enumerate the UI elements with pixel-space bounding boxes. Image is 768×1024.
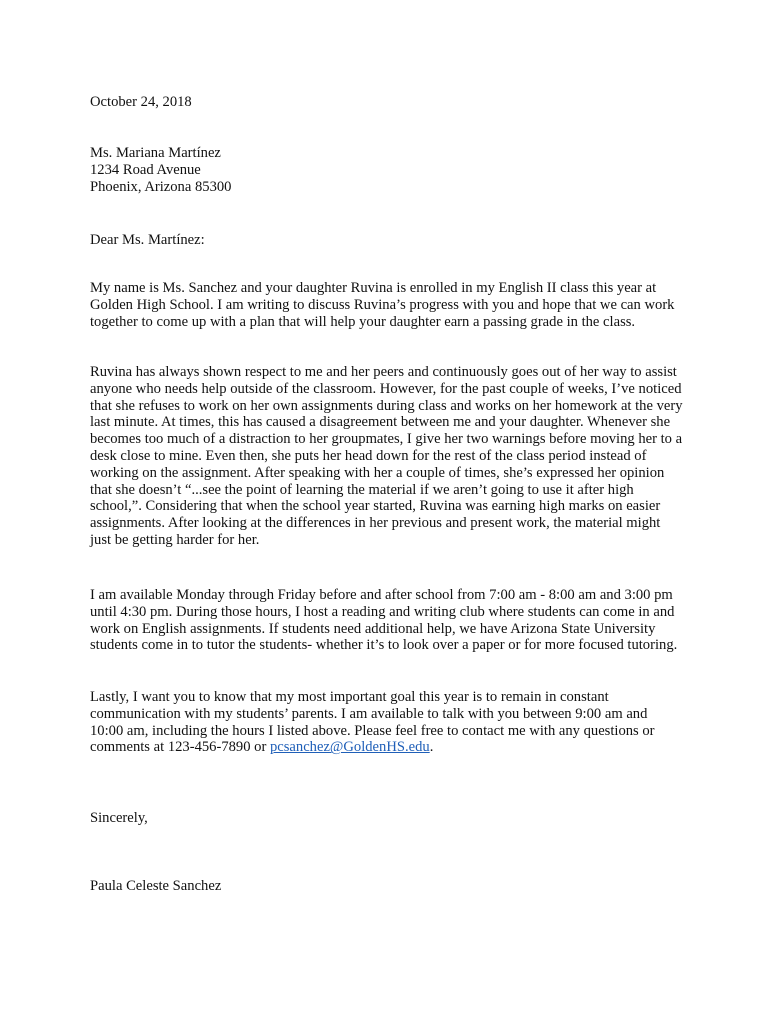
paragraph-line-contact xyxy=(90,739,680,756)
paragraph-line: anyone who needs help outside of the classroom. However, for the past couple of weeks, I’ve noticed xyxy=(90,380,682,397)
recipient-street: 1234 Road Avenue xyxy=(90,162,201,178)
closing: Sincerely, xyxy=(90,810,148,826)
paragraph-line: becomes too much of a distraction to her groupmates, I give her two warnings before moving her to a xyxy=(90,431,683,448)
paragraph-line: Lastly, I want you to know that my most important goal this year is to remain in constant xyxy=(90,689,609,705)
paragraph-line: assignments. After looking at the differences in her previous and present work, the material might xyxy=(90,515,661,532)
paragraph-intro xyxy=(90,280,680,330)
recipient-name: Ms. Mariana Martínez xyxy=(90,145,221,161)
paragraph-line: school,”. Considering that when the school year started, Ruvina was earning high marks on easier xyxy=(90,498,661,515)
paragraph-line: working on the assignment. After speaking with her a couple of times, she’s expressed her opinion xyxy=(90,464,665,481)
paragraph-line: I am available Monday through Friday before and after school from 7:00 am - 8:00 am and 3:00 pm xyxy=(90,587,673,603)
letter-date: October 24, 2018 xyxy=(90,94,192,110)
email-link[interactable]: pcsanchez@GoldenHS.edu xyxy=(269,739,430,756)
recipient-city: Phoenix, Arizona 85300 xyxy=(90,179,232,195)
paragraph-line: My name is Ms. Sanchez and your daughter Ruvina is enrolled in my English II class this year at xyxy=(90,280,657,296)
paragraph-concerns xyxy=(90,364,683,549)
paragraph-line: that she doesn’t “...see the point of learning the material if we aren’t going to use it after high xyxy=(90,481,634,498)
paragraph-line: that she refuses to work on her own assignments during class and works on her homework at the very xyxy=(90,397,683,414)
paragraph-line: Ruvina has always shown respect to me and her peers and continuously goes out of her way to assist xyxy=(90,364,677,380)
paragraph-line: work on English assignments. If students need additional help, we have Arizona State University xyxy=(90,620,656,637)
paragraph-line: desk close to mine. Even then, she puts her head down for the rest of the class period instead of xyxy=(90,447,647,464)
paragraph-line: Golden High School. I am writing to discuss Ruvina’s progress with you and hope that we can work xyxy=(90,296,675,313)
paragraph-line: together to come up with a plan that will help your daughter earn a passing grade in the class. xyxy=(90,313,636,330)
paragraph-line: just be getting harder for her. xyxy=(90,531,260,548)
paragraph-line: last minute. At times, this has caused a disagreement between me and your daughter. Whenever she xyxy=(90,414,671,431)
paragraph-line: until 4:30 pm. During those hours, I host a reading and writing club where students can come in and xyxy=(90,603,675,620)
paragraph-line: 10:00 am, including the hours I listed above. Please feel free to contact me with any questions or xyxy=(90,722,655,739)
paragraph-availability xyxy=(90,587,680,654)
paragraph-line: communication with my students’ parents. I am available to talk with you between 9:00 am and xyxy=(90,705,648,722)
signature-name: Paula Celeste Sanchez xyxy=(90,878,222,894)
paragraph-line: students come in to tutor the students- whether it’s to look over a paper or for more focused tutoring. xyxy=(90,637,678,654)
salutation: Dear Ms. Martínez: xyxy=(90,232,205,248)
contact-prefix: comments at 123-456-7890 or xyxy=(90,739,270,756)
paragraph-contact xyxy=(90,689,680,756)
contact-suffix: . xyxy=(429,739,434,756)
